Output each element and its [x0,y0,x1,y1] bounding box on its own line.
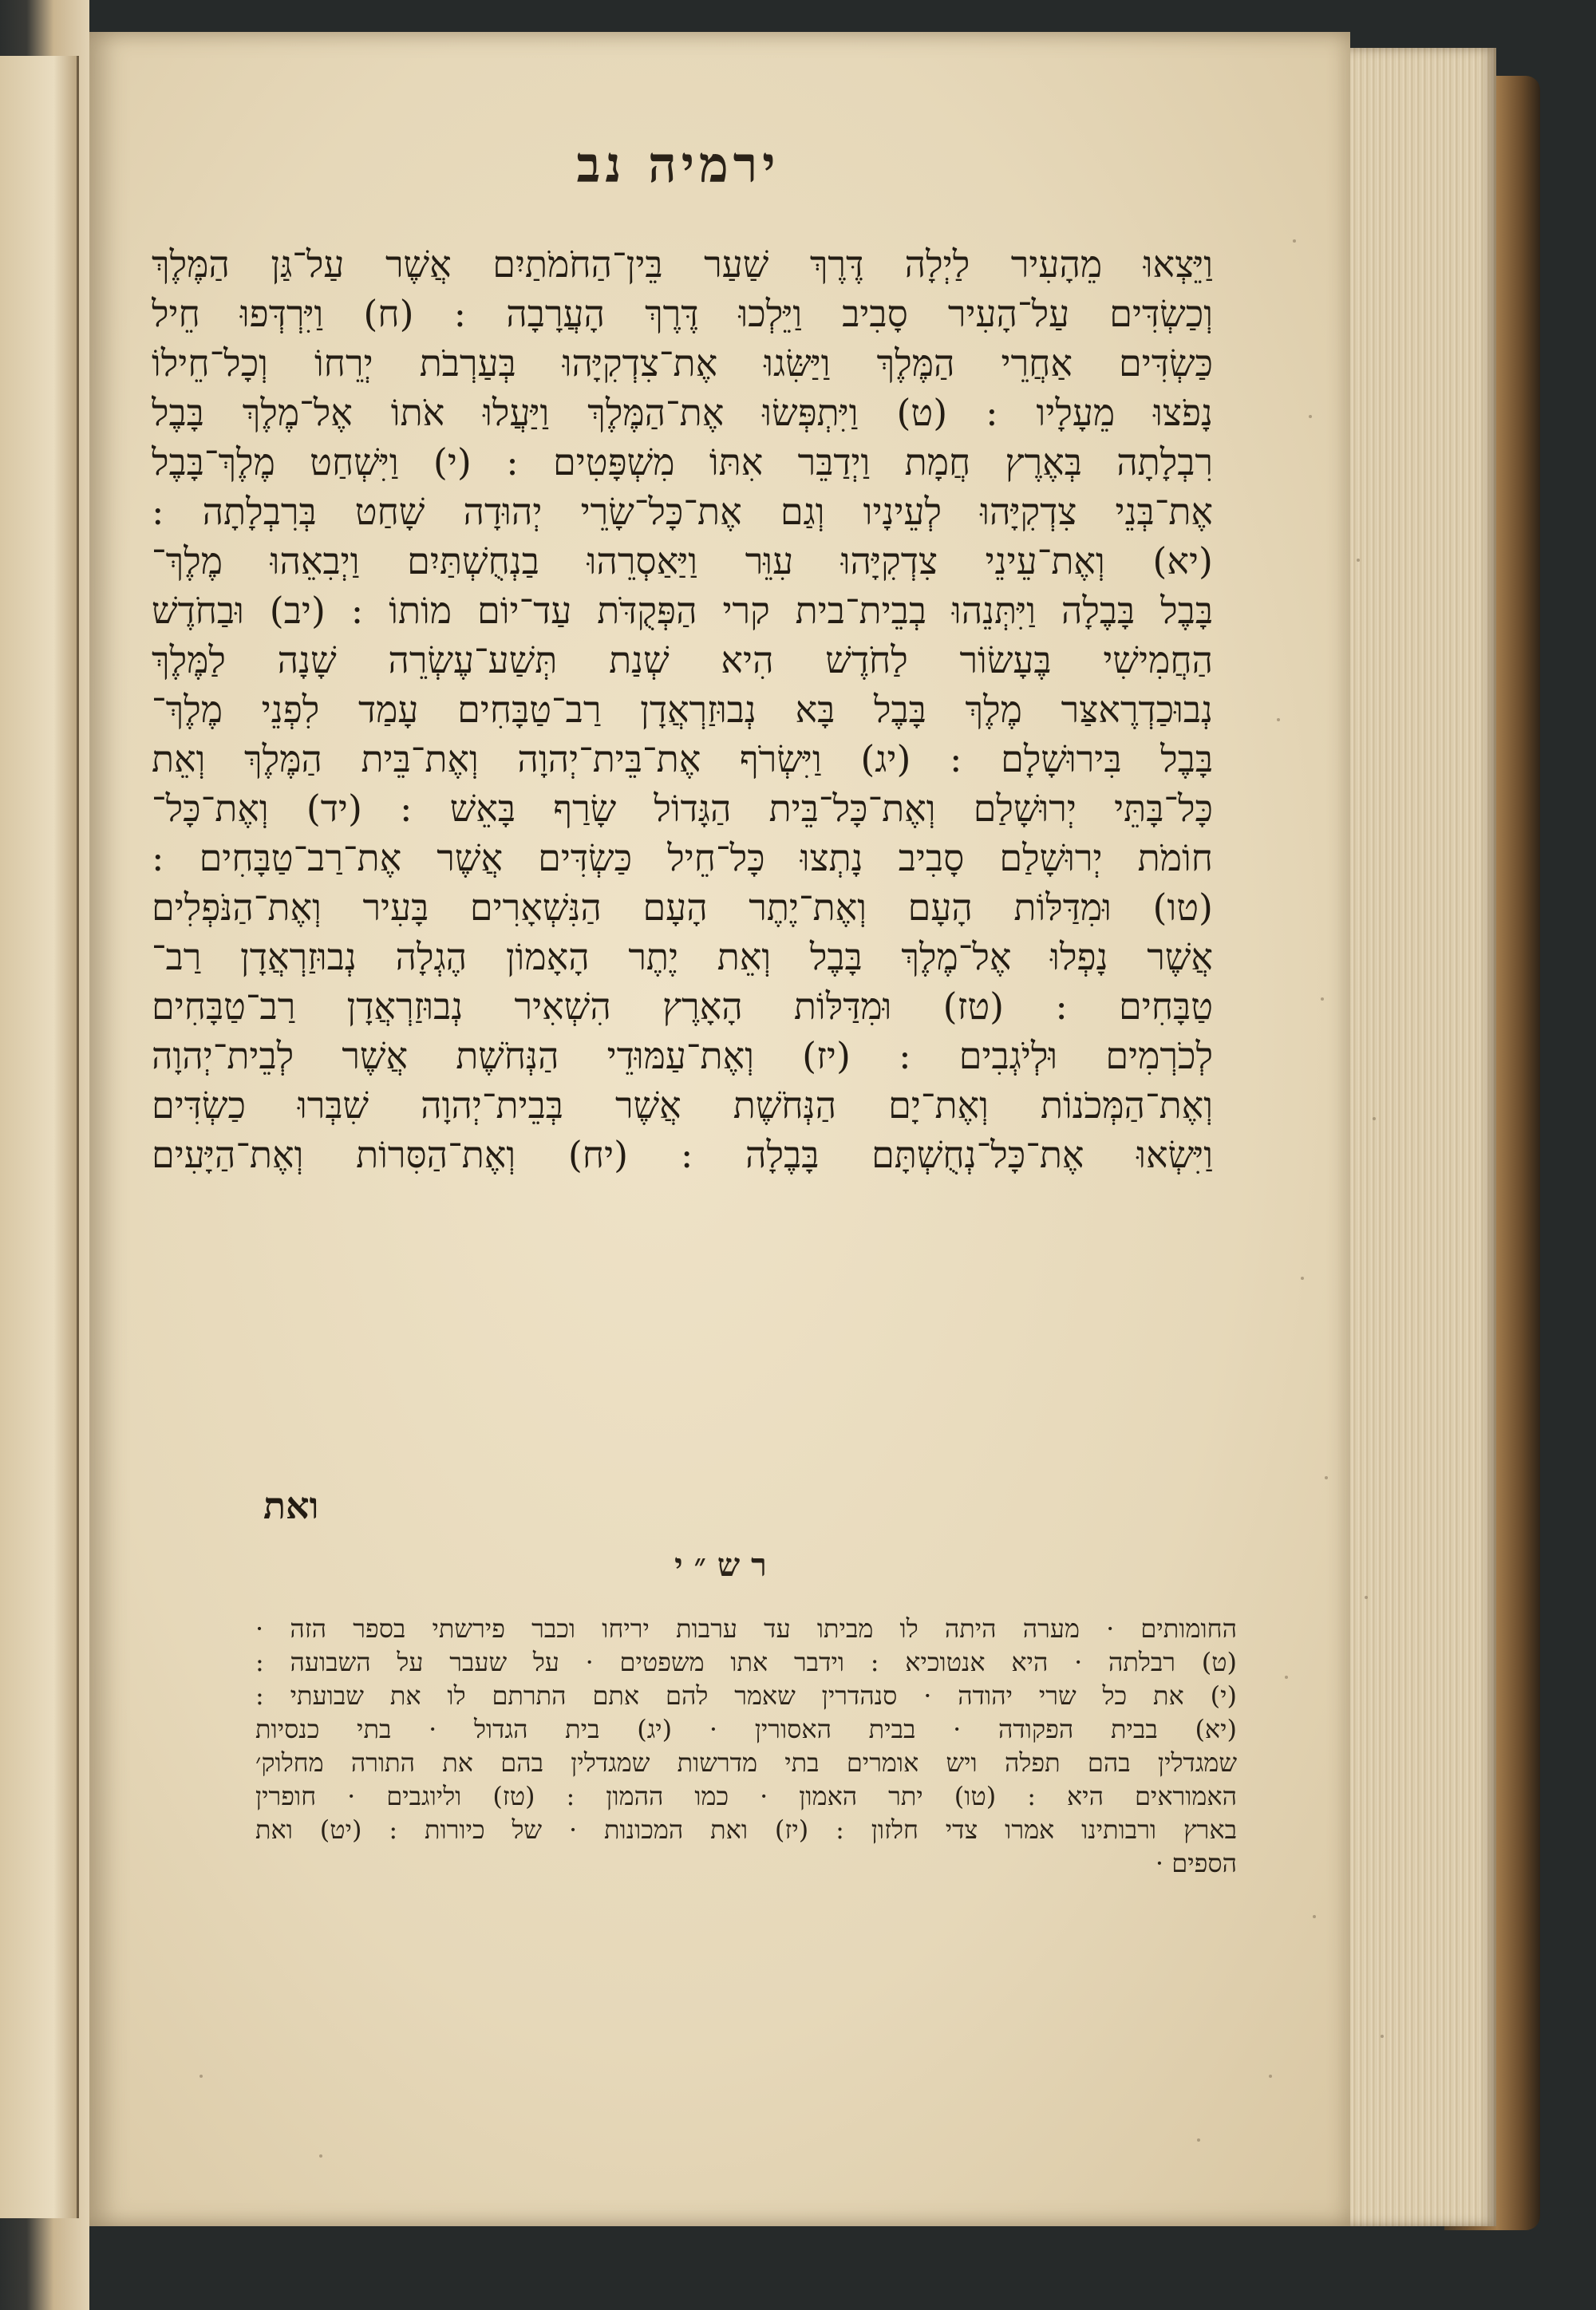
commentary-line: (י) את כל שרי יהודה · סנהדרין שאמר להם אתם התרתם לו את שבועתי : [255,1680,1237,1711]
commentary-line: הספים · [1155,1848,1237,1878]
paper-speck [1277,718,1280,721]
commentary-block [255,1612,1237,1880]
commentary-line: (ט) רבלתה · היא אנטוכיא : וידבר אתו משפטים · על שעבר על השבועה : [255,1647,1237,1677]
paper-speck [1285,1676,1288,1679]
text-line: (טו) וּמִדַּלּוֹת הָעָם וְאֶת־יֶתֶר הָעָם הַנִּשְׁאָרִים בָּעִיר וְאֶת־הַנֹּפְלִים [152,886,1213,929]
text-line: וַיִּשְׂאוּ אֶת־כָּל־נְחֻשְׁתָּם בָּבֶלָה : (יח) וְאֶת־הַסִּרוֹת וְאֶת־הַיָּעִים [152,1133,1213,1176]
paper-speck [1293,239,1296,243]
text-line: נְבוּכַדְרֶאצַּר מֶלֶךְ בָּבֶל בָּא נְבוּזַרְאֲדָן רַב־טַבָּחִים עָמַד לִפְנֵי מֶלֶךְ־ [152,688,1213,731]
text-line: לְכֹרְמִים וּלְיֹגְבִים : (יז) וְאֶת־עַמּוּדֵי הַנְּחֹשֶׁת אֲשֶׁר לְבֵית־יְהוָה [152,1034,1213,1077]
text-line: כָּל־בָּתֵּי יְרוּשָׁלַם וְאֶת־כָּל־בֵּית הַגָּדוֹל שָׂרַף בָּאֵשׁ : (יד) וְאֶת־כָּל־ [152,787,1213,830]
text-line: כַּשְׂדִּים אַחֲרֵי הַמֶּלֶךְ וַיַּשִּׂגוּ אֶת־צִדְקִיָּהוּ בְּעַרְבֹת יְרֵחוֹ וְכָל־חֵילוֹ [152,342,1213,385]
paper-speck [1373,1117,1376,1120]
commentary-header: רש״י [674,1546,778,1584]
paper-speck [1325,1476,1328,1479]
paper-speck [200,2075,203,2078]
commentary-line: החומותים · מערה היתה לו מביתו עד ערבות יריחו וכבר פירשתי בספר הזה · [255,1613,1237,1644]
text-line: טַבָּחִים : (טז) וּמִדַּלּוֹת הָאָרֶץ הִשְׁאִיר נְבוּזַרְאֲדָן רַב־טַבָּחִים [152,985,1213,1028]
paper-speck [1357,559,1360,562]
text-line: אֶת־בְּנֵי צִדְקִיָּהוּ לְעֵינָיו וְגַם אֶת־כָּל־שָׂרֵי יְהוּדָה שָׁחַט בְּרִבְלָתָה : [152,490,1213,533]
paper-speck [1365,1596,1368,1599]
commentary-line: שמגדלין בהם תפלה ויש אומרים בתי מדרשות שמגדלין בהם את התורה מחלוק׳ [255,1747,1237,1778]
paper-speck [1309,415,1312,418]
paper-speck [1321,997,1324,1001]
text-line: חוֹמֹת יְרוּשָׁלַם סָבִיב נָתְצוּ כָּל־חֵיל כַּשְׂדִּים אֲשֶׁר אֶת־רַב־טַבָּחִים : [152,836,1213,879]
paper-speck [1313,1915,1316,1918]
text-line: נָפֹצוּ מֵעָלָיו : (ט) וַיִּתְפְּשׂוּ אֶת־הַמֶּלֶךְ וַיַּעֲלוּ אֹתוֹ אֶל־מֶלֶךְ בָּבֶל [152,391,1213,434]
paper-speck [319,2154,322,2158]
paper-speck [1301,1277,1304,1280]
text-line: (יא) וְאֶת־עֵינֵי צִדְקִיָּהוּ עִוֵּר וַיַּאַסְרֵהוּ בַנְחֻשְׁתַּיִם וַיְבִאֵהוּ מֶלֶךְ־ [152,539,1213,582]
commentary-line: (יא) בבית הפקודה · בבית האסורין · (יג) בית הגדול · בתי כנסיות [255,1714,1237,1744]
facing-page-edge [0,56,79,2218]
catchword: ואת [263,1484,319,1527]
paper-speck [1381,2035,1384,2038]
text-line: בָּבֶל בִּירוּשָׁלָם : (יג) וַיִּשְׂרֹף אֶת־בֵּית־יְהוָה וְאֶת־בֵּית הַמֶּלֶךְ וְאֵת [152,737,1213,780]
text-line: וְאֶת־הַמְּכֹנוֹת וְאֶת־יָם הַנְּחֹשֶׁת אֲשֶׁר בְּבֵית־יְהוָה שִׁבְּרוּ כַשְׂדִּים [152,1084,1213,1127]
text-line: וַיֵּצְאוּ מֵהָעִיר לַיְלָה דֶּרֶךְ שַׁעַר בֵּין־הַחֹמֹתַיִם אֲשֶׁר עַל־גַּן הַמֶּלֶךְ [152,243,1213,286]
commentary-line: האמוראים היא : (טו) יתר האמון · כמו ההמון : (טז) וליוגבים · חופרין [255,1781,1237,1811]
page-running-header: ירמיה נב [576,136,780,194]
paper-speck [1269,2075,1272,2078]
text-line: הַחֲמִישִׁי בֶּעָשׂוֹר לַחֹדֶשׁ הִיא שְׁנַת תְּשַׁע־עֶשְׂרֵה שָׁנָה לַמֶּלֶךְ [152,638,1213,681]
paper-speck [1197,2138,1200,2142]
page-fore-edge [1325,48,1496,2226]
main-text-block [152,239,1213,1179]
text-line: אֲשֶׁר נָפְלוּ אֶל־מֶלֶךְ בָּבֶל וְאֵת יֶתֶר הָאָמוֹן הֶגְלָה נְבוּזַרְאֲדָן רַב־ [152,935,1213,978]
text-line: רִבְלָתָה בְּאֶרֶץ חֲמָת וַיְדַבֵּר אִתּוֹ מִשְׁפָּטִים : (י) וַיִּשְׁחַט מֶלֶךְ־בָּבֶל [152,440,1213,484]
text-line: בָּבֶל בָּבֶלָה וַיִּתְּנֵהוּ בְבֵית־בית קרי הַפְּקֻדֹּת עַד־יוֹם מוֹתוֹ : (יב) וּבַחֹדֶשׁ [152,589,1213,632]
text-line: וְכַשְׂדִּים עַל־הָעִיר סָבִיב וַיֵּלְכוּ דֶּרֶךְ הָעֲרָבָה : (ח) וַיִּרְדְּפוּ חֵיל [152,292,1213,335]
commentary-line: בארץ ורבותינו אמרו צדי חלזון : (יז) ואת המכונות · של כיורות : (יט) ואת [255,1814,1237,1845]
